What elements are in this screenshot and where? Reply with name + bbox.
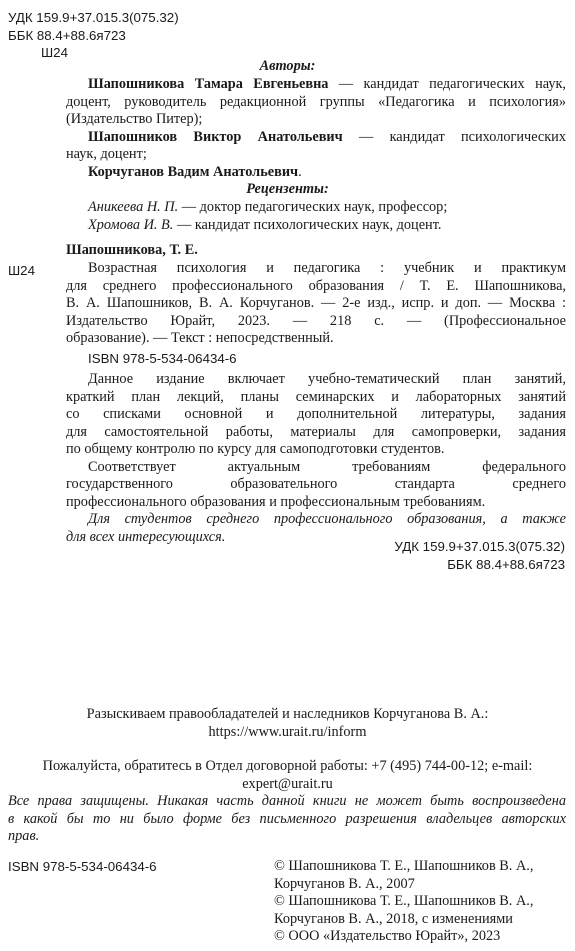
author-2-desc-1: — кандидат психологических bbox=[342, 128, 566, 145]
annotation-p3-line-2: для всех интересующихся. bbox=[66, 528, 226, 545]
annotation-p2-line-1: Соответствует актуальным требованиям федерального bbox=[88, 458, 566, 475]
annotation-p2-line-3: профессионального образования и профессиональным требованиям. bbox=[66, 493, 486, 510]
contact-notice bbox=[0, 758, 575, 793]
author-1-line-3: (Издательство Питер); bbox=[66, 111, 203, 127]
bbk-code: ББК 88.4+88.6я723 bbox=[8, 27, 126, 43]
annotation-p1-line-2: краткий план лекций, планы семинарских и лабораторных занятий bbox=[66, 388, 566, 405]
annotation bbox=[66, 371, 566, 546]
bib-line-3: В. А. Шапошников, В. А. Корчуганов. — 2-е изд., испр. и доп. — Москва : bbox=[66, 295, 566, 311]
footer-udk: УДК 159.9+37.015.3(075.32) bbox=[394, 539, 565, 554]
copyright-2-line-2: Корчуганов В. А., 2018, с изменениями bbox=[274, 910, 513, 927]
contact-email: expert@urait.ru bbox=[242, 775, 333, 792]
contact-line-1: Пожалуйста, обратитесь в Отдел договорной работы: +7 (495) 744-00-12; e-mail: bbox=[42, 758, 533, 774]
author-1-name: Шапошникова Тамара Евгеньевна bbox=[88, 76, 329, 92]
copyright-2-line-1: © Шапошникова Т. Е., Шапошников В. А., bbox=[274, 893, 534, 909]
authors-heading: Авторы: bbox=[259, 58, 316, 74]
bib-author: Шапошникова, Т. Е. bbox=[66, 242, 198, 258]
reviewer-1-name: Аникеева Н. П. bbox=[88, 199, 179, 215]
bib-line-5: образование). — Текст : непосредственный. bbox=[66, 330, 334, 346]
annotation-p2-line-2: государственного образовательного стандарта среднего bbox=[66, 476, 566, 492]
annotation-p3-line-1: Для студентов среднего профессионального образования, а также bbox=[88, 511, 566, 527]
annotation-p1-line-1: Данное издание включает учебно-тематический план занятий, bbox=[88, 371, 566, 387]
annotation-p1-line-4: для самостоятельной работы, материалы для самопроверки, задания bbox=[66, 423, 566, 440]
footer-bbk: ББК 88.4+88.6я723 bbox=[447, 556, 565, 572]
rights-line-1: Все права защищены. Никакая часть данной книги не может быть воспроизведена bbox=[8, 793, 566, 809]
author-3-line: Корчуганов Вадим Анатольевич. bbox=[88, 163, 302, 180]
author-1-desc-1: — кандидат педагогических наук, bbox=[328, 76, 567, 92]
author-2-name: Шапошников Виктор Анатольевич bbox=[88, 128, 343, 145]
annotation-p1-line-5: по общему контролю по курсу для самоподготовки студентов. bbox=[66, 441, 445, 457]
bib-line-1: Возрастная психология и педагогика : учебник и практикум bbox=[88, 260, 566, 276]
bib-author-mark: Ш24 bbox=[8, 263, 35, 278]
author-mark: Ш24 bbox=[41, 45, 68, 60]
authors-block bbox=[66, 76, 566, 181]
header-codes bbox=[8, 9, 179, 62]
bib-description bbox=[66, 260, 566, 348]
author-3-name: Корчуганов Вадим Анатольевич bbox=[88, 163, 299, 180]
rights-holders-url: https://www.urait.ru/inform bbox=[208, 723, 367, 740]
rights-line-3: прав. bbox=[8, 828, 40, 844]
reviewers-heading: Рецензенты: bbox=[246, 181, 329, 197]
copyright-1-line-2: Корчуганов В. А., 2007 bbox=[274, 875, 415, 892]
author-1-line-2: доцент, руководитель редакционной группы «Педагогика и психология» bbox=[66, 93, 566, 110]
rights-line-2: в какой бы то ни было форме без письменного разрешения владельцев авторских bbox=[8, 810, 566, 827]
copyright-3: © ООО «Издательство Юрайт», 2023 bbox=[274, 928, 501, 944]
bib-line-4: Издательство Юрайт, 2023. — 218 с. — (Профессиональное bbox=[66, 312, 566, 329]
rights-holders-notice bbox=[0, 706, 575, 741]
udk-code: УДК 159.9+37.015.3(075.32) bbox=[8, 10, 179, 25]
copyright-isbn: ISBN 978-5-534-06434-6 bbox=[8, 859, 157, 874]
author-2-line-2: наук, доцент; bbox=[66, 146, 147, 162]
author-1-line-1 bbox=[66, 76, 566, 94]
reviewer-2-name: Хромова И. В. bbox=[88, 216, 174, 233]
author-2-line-1 bbox=[66, 129, 566, 147]
copyright-block bbox=[274, 858, 569, 946]
all-rights-reserved bbox=[8, 793, 566, 846]
bib-isbn: ISBN 978-5-534-06434-6 bbox=[88, 351, 237, 366]
copyright-1-line-1: © Шапошникова Т. Е., Шапошников В. А., bbox=[274, 858, 534, 874]
annotation-p1-line-3: со списками основной и дополнительной литературы, задания bbox=[66, 406, 566, 422]
reviewers-block bbox=[88, 199, 566, 234]
reviewer-1: Аникеева Н. П. — доктор педагогических наук, профессор; bbox=[88, 199, 448, 215]
bib-line-2: для среднего профессионального образования / Т. Е. Шапошникова, bbox=[66, 277, 566, 294]
reviewer-2: Хромова И. В. — кандидат психологических наук, доцент. bbox=[88, 216, 442, 233]
rights-holders-line-1: Разыскиваем правообладателей и наследников Корчуганова В. А.: bbox=[86, 706, 489, 722]
footer-codes bbox=[394, 538, 565, 573]
